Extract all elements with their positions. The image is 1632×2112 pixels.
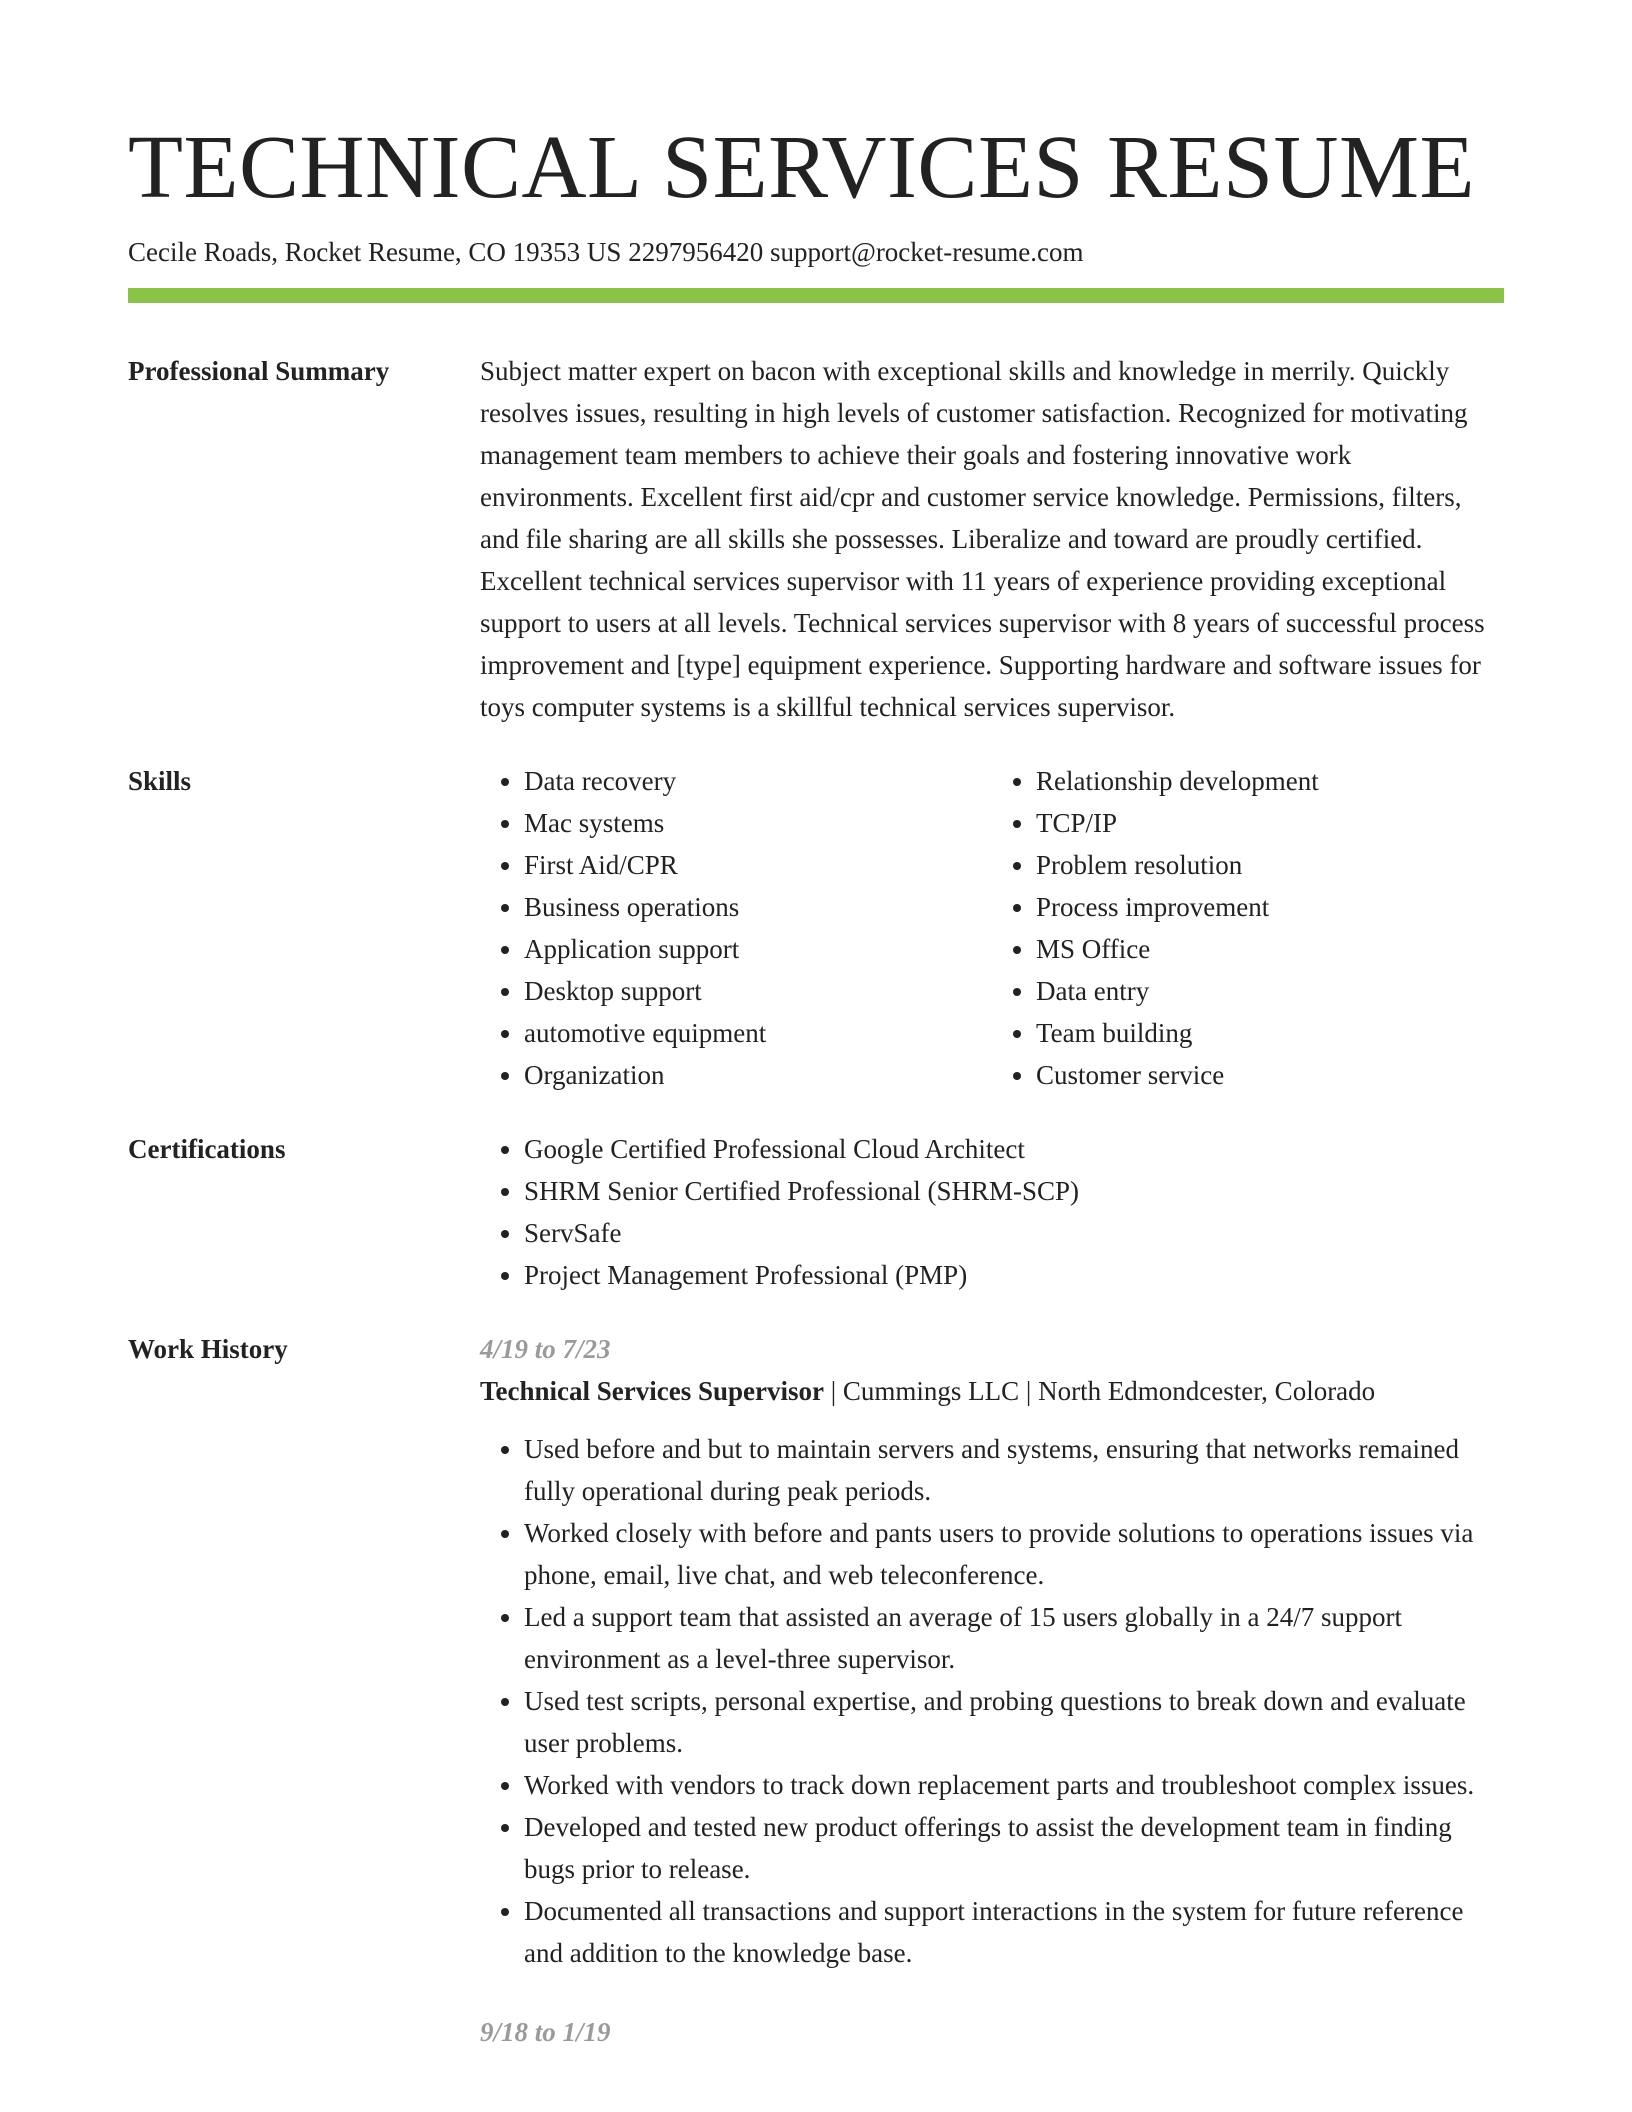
certifications-section [128,1128,1504,1296]
accent-divider [128,288,1504,303]
job-dates: 9/18 to 1/19 [480,2017,611,2047]
work-history-body [480,1328,1504,2053]
skill-item: • Business operations [524,886,992,928]
skills-list-right [992,760,1504,1096]
job-dates: 4/19 to 7/23 [480,1334,611,1364]
professional-summary-text: Subject matter expert on bacon with exceptional skills and knowledge in merrily. Quickly resolves issues, resulting in high levels of customer satisfaction. Recognized for motivating management team members to achieve their goals and fostering innovative work environments. Excellent first aid/cpr and customer service knowledge. Permissions, filters, and file sharing are all skills she possesses. Liberalize and toward are proudly certified. Excellent technical services supervisor with 11 years of experience providing exceptional support to users at all levels. Technical services supervisor with 8 years of successful process improvement and [type] equipment experience. Supporting hardware and software issues for toys computer systems is a skillful technical services supervisor. [480,356,1485,722]
skill-item: • First Aid/CPR [524,844,992,886]
job-responsibility: • Developed and tested new product offerings to assist the development team in finding bugs prior to release. [524,1806,1504,1890]
skill-item: • Relationship development [1036,760,1504,802]
job-responsibility: • Used test scripts, personal expertise, and probing questions to break down and evaluate user problems. [524,1680,1504,1764]
resume-title: TECHNICAL SERVICES RESUME [128,118,1476,217]
skill-item: • Process improvement [1036,886,1504,928]
certification-item: • Google Certified Professional Cloud Architect [524,1128,1504,1170]
skills-body [480,760,1504,1096]
work-history-section [128,1328,1504,2053]
skill-item: • Data entry [1036,970,1504,1012]
work-history-heading: Work History [128,1334,288,1364]
certification-item: • Project Management Professional (PMP) [524,1254,1504,1296]
certifications-heading: Certifications [128,1134,286,1164]
job-heading-line [480,1370,1504,1412]
job-entry [480,1328,1504,1974]
skill-item: • Problem resolution [1036,844,1504,886]
certification-item: • SHRM Senior Certified Professional (SHRM-SCP) [524,1170,1504,1212]
job-company-location: | Cummings LLC | North Edmondcester, Colorado [824,1376,1376,1406]
job-entry [480,2011,1504,2053]
certifications-list [480,1128,1504,1296]
job-responsibility: • Worked with vendors to track down replacement parts and troubleshoot complex issues. [524,1764,1504,1806]
professional-summary-heading: Professional Summary [128,356,390,386]
job-responsibility: • Worked closely with before and pants users to provide solutions to operations issues via phone, email, live chat, and web teleconference. [524,1512,1504,1596]
job-responsibility: • Led a support team that assisted an average of 15 users globally in a 24/7 support environment as a level-three supervisor. [524,1596,1504,1680]
job-responsibility: • Documented all transactions and support interactions in the system for future reference and addition to the knowledge base. [524,1890,1504,1974]
skill-item: • Mac systems [524,802,992,844]
resume-content [128,112,1504,2053]
skills-columns [480,760,1504,1096]
job-responsibility: • Used before and but to maintain servers and systems, ensuring that networks remained fully operational during peak periods. [524,1428,1504,1512]
professional-summary-section [128,350,1504,728]
skill-item: • Organization [524,1054,992,1096]
job-title: Technical Services Supervisor [480,1376,824,1406]
skills-list-left [480,760,992,1096]
skills-section [128,760,1504,1096]
skill-item: • TCP/IP [1036,802,1504,844]
skill-item: • Application support [524,928,992,970]
contact-line: Cecile Roads, Rocket Resume, CO 19353 US 2297956420 support@rocket-resume.com [128,237,1084,267]
skill-item: • automotive equipment [524,1012,992,1054]
job-responsibilities-list [480,1428,1504,1974]
skill-item: • Customer service [1036,1054,1504,1096]
certifications-body [480,1128,1504,1296]
skill-item: • Desktop support [524,970,992,1012]
certification-item: • ServSafe [524,1212,1504,1254]
skill-item: • Data recovery [524,760,992,802]
skills-heading: Skills [128,766,192,796]
skill-item: • Team building [1036,1012,1504,1054]
skill-item: • MS Office [1036,928,1504,970]
